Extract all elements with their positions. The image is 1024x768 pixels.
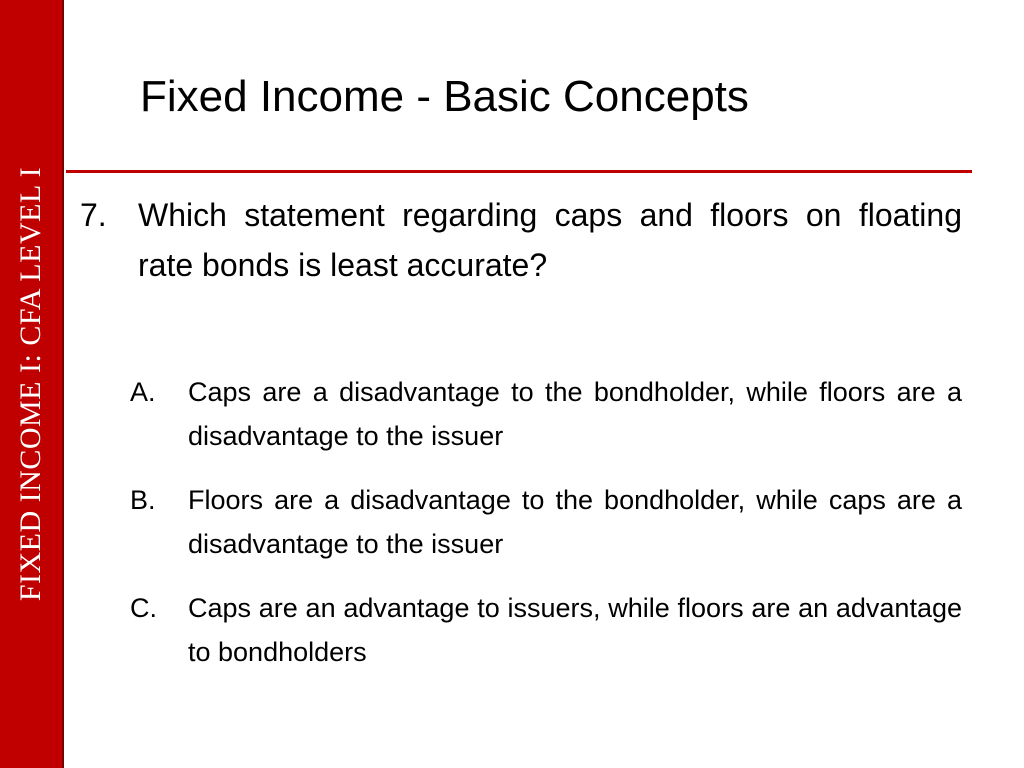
option-a [130,370,962,458]
sidebar-band-edge [62,0,64,768]
option-b-letter: B. [130,485,156,515]
option-c [130,586,962,674]
title-divider [66,170,972,173]
option-c-letter: C. [130,593,157,623]
option-a-text: Caps are a disadvantage to the bondholder, while floors are a disadvantage to the issuer [188,377,962,451]
question [80,190,962,290]
sidebar-label: FIXED INCOME I: CFA LEVEL I [14,166,47,602]
option-b-text: Floors are a disadvantage to the bondholder, while caps are a disadvantage to the issuer [188,485,962,559]
option-b [130,478,962,566]
option-c-text: Caps are an advantage to issuers, while floors are an advantage to bondholders [188,593,962,667]
answer-options [130,370,962,694]
slide-title: Fixed Income - Basic Concepts [140,72,749,121]
question-text: Which statement regarding caps and floors on floating rate bonds is least accurate? [138,197,962,283]
question-number: 7. [80,197,107,233]
option-a-letter: A. [130,377,156,407]
